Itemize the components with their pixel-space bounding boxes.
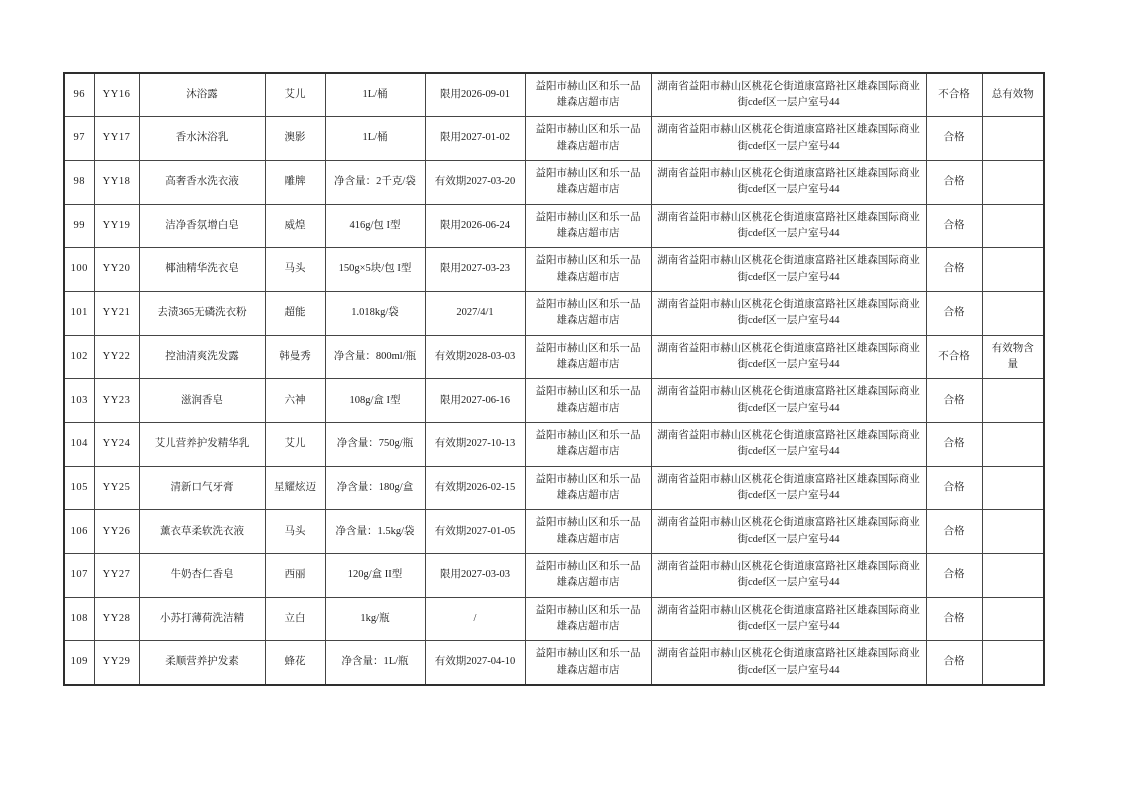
- cell-address: 湖南省益阳市赫山区桃花仑街道康富路社区雄森国际商业街cdef区一层户室号44: [651, 554, 926, 598]
- cell-product-name: 薰衣草柔软洗衣液: [139, 510, 265, 554]
- cell-product-name: 洁净香氛增白皂: [139, 204, 265, 248]
- inspection-table-body: [64, 73, 1044, 685]
- cell-product-name: 香水沐浴乳: [139, 117, 265, 161]
- cell-product-name: 艾儿营养护发精华乳: [139, 423, 265, 467]
- cell-date: 限用2027-01-02: [425, 117, 525, 161]
- table-row: [64, 641, 1044, 685]
- cell-result: 合格: [926, 291, 982, 335]
- table-row: [64, 379, 1044, 423]
- cell-address: 湖南省益阳市赫山区桃花仑街道康富路社区雄森国际商业街cdef区一层户室号44: [651, 379, 926, 423]
- cell-date: 2027/4/1: [425, 291, 525, 335]
- cell-date: 有效期2027-04-10: [425, 641, 525, 685]
- cell-result: 合格: [926, 248, 982, 292]
- cell-result: 合格: [926, 379, 982, 423]
- table-row: [64, 117, 1044, 161]
- cell-address: 湖南省益阳市赫山区桃花仑街道康富路社区雄森国际商业街cdef区一层户室号44: [651, 597, 926, 641]
- cell-remark: [982, 597, 1044, 641]
- cell-row-number: 100: [64, 248, 94, 292]
- cell-specification: 净含量：180g/盒: [325, 466, 425, 510]
- table-row: [64, 510, 1044, 554]
- cell-address: 湖南省益阳市赫山区桃花仑街道康富路社区雄森国际商业街cdef区一层户室号44: [651, 423, 926, 467]
- cell-date: 有效期2027-10-13: [425, 423, 525, 467]
- table-row: [64, 335, 1044, 379]
- cell-row-number: 109: [64, 641, 94, 685]
- cell-specification: 1L/桶: [325, 73, 425, 117]
- table-row: [64, 423, 1044, 467]
- cell-result: 合格: [926, 204, 982, 248]
- cell-address: 湖南省益阳市赫山区桃花仑街道康富路社区雄森国际商业街cdef区一层户室号44: [651, 291, 926, 335]
- cell-specification: 净含量：800ml/瓶: [325, 335, 425, 379]
- cell-result: 不合格: [926, 335, 982, 379]
- cell-product-name: 牛奶杏仁香皂: [139, 554, 265, 598]
- cell-specification: 净含量：2千克/袋: [325, 160, 425, 204]
- cell-store-name: 益阳市赫山区和乐一品雄森店超市店: [525, 379, 651, 423]
- inspection-table: [63, 72, 1045, 686]
- cell-row-number: 101: [64, 291, 94, 335]
- cell-store-name: 益阳市赫山区和乐一品雄森店超市店: [525, 641, 651, 685]
- cell-sample-code: YY22: [94, 335, 139, 379]
- cell-remark: [982, 291, 1044, 335]
- cell-product-name: 清新口气牙膏: [139, 466, 265, 510]
- cell-row-number: 103: [64, 379, 94, 423]
- cell-date: 有效期2027-03-20: [425, 160, 525, 204]
- cell-sample-code: YY28: [94, 597, 139, 641]
- cell-date: 限用2026-06-24: [425, 204, 525, 248]
- cell-specification: 净含量：750g/瓶: [325, 423, 425, 467]
- cell-sample-code: YY29: [94, 641, 139, 685]
- cell-sample-code: YY18: [94, 160, 139, 204]
- cell-store-name: 益阳市赫山区和乐一品雄森店超市店: [525, 204, 651, 248]
- cell-product-name: 柔顺营养护发素: [139, 641, 265, 685]
- cell-brand: 西丽: [265, 554, 325, 598]
- cell-remark: [982, 160, 1044, 204]
- cell-result: 合格: [926, 597, 982, 641]
- cell-remark: [982, 641, 1044, 685]
- cell-brand: 澳影: [265, 117, 325, 161]
- cell-sample-code: YY23: [94, 379, 139, 423]
- cell-store-name: 益阳市赫山区和乐一品雄森店超市店: [525, 291, 651, 335]
- cell-store-name: 益阳市赫山区和乐一品雄森店超市店: [525, 466, 651, 510]
- cell-brand: 蜂花: [265, 641, 325, 685]
- cell-specification: 108g/盒 I型: [325, 379, 425, 423]
- cell-remark: [982, 554, 1044, 598]
- cell-result: 合格: [926, 117, 982, 161]
- cell-product-name: 椰油精华洗衣皂: [139, 248, 265, 292]
- cell-row-number: 108: [64, 597, 94, 641]
- cell-remark: [982, 117, 1044, 161]
- table-row: [64, 466, 1044, 510]
- cell-remark: [982, 204, 1044, 248]
- cell-product-name: 高奢香水洗衣液: [139, 160, 265, 204]
- cell-brand: 艾儿: [265, 73, 325, 117]
- cell-remark: 有效物含量: [982, 335, 1044, 379]
- cell-sample-code: YY24: [94, 423, 139, 467]
- cell-sample-code: YY20: [94, 248, 139, 292]
- cell-specification: 150g×5块/包 I型: [325, 248, 425, 292]
- cell-sample-code: YY17: [94, 117, 139, 161]
- cell-brand: 威煌: [265, 204, 325, 248]
- cell-result: 合格: [926, 160, 982, 204]
- cell-row-number: 97: [64, 117, 94, 161]
- cell-date: 限用2027-06-16: [425, 379, 525, 423]
- cell-specification: 1.018kg/袋: [325, 291, 425, 335]
- cell-sample-code: YY19: [94, 204, 139, 248]
- cell-brand: 韩曼秀: [265, 335, 325, 379]
- cell-store-name: 益阳市赫山区和乐一品雄森店超市店: [525, 597, 651, 641]
- cell-product-name: 滋润香皂: [139, 379, 265, 423]
- cell-remark: [982, 510, 1044, 554]
- cell-address: 湖南省益阳市赫山区桃花仑街道康富路社区雄森国际商业街cdef区一层户室号44: [651, 510, 926, 554]
- cell-result: 合格: [926, 423, 982, 467]
- cell-brand: 六神: [265, 379, 325, 423]
- table-row: [64, 291, 1044, 335]
- cell-specification: 1L/桶: [325, 117, 425, 161]
- cell-address: 湖南省益阳市赫山区桃花仑街道康富路社区雄森国际商业街cdef区一层户室号44: [651, 160, 926, 204]
- cell-remark: [982, 379, 1044, 423]
- cell-address: 湖南省益阳市赫山区桃花仑街道康富路社区雄森国际商业街cdef区一层户室号44: [651, 73, 926, 117]
- cell-result: 合格: [926, 466, 982, 510]
- cell-specification: 120g/盒 II型: [325, 554, 425, 598]
- cell-date: 限用2027-03-03: [425, 554, 525, 598]
- cell-remark: [982, 423, 1044, 467]
- cell-product-name: 去渍365无磷洗衣粉: [139, 291, 265, 335]
- cell-remark: 总有效物: [982, 73, 1044, 117]
- table-row: [64, 204, 1044, 248]
- cell-specification: 净含量：1.5kg/袋: [325, 510, 425, 554]
- cell-row-number: 99: [64, 204, 94, 248]
- cell-address: 湖南省益阳市赫山区桃花仑街道康富路社区雄森国际商业街cdef区一层户室号44: [651, 466, 926, 510]
- cell-result: 合格: [926, 510, 982, 554]
- table-row: [64, 554, 1044, 598]
- cell-result: 不合格: [926, 73, 982, 117]
- cell-row-number: 106: [64, 510, 94, 554]
- cell-address: 湖南省益阳市赫山区桃花仑街道康富路社区雄森国际商业街cdef区一层户室号44: [651, 248, 926, 292]
- cell-brand: 马头: [265, 510, 325, 554]
- cell-specification: 净含量：1L/瓶: [325, 641, 425, 685]
- cell-sample-code: YY21: [94, 291, 139, 335]
- cell-row-number: 105: [64, 466, 94, 510]
- cell-address: 湖南省益阳市赫山区桃花仑街道康富路社区雄森国际商业街cdef区一层户室号44: [651, 204, 926, 248]
- cell-address: 湖南省益阳市赫山区桃花仑街道康富路社区雄森国际商业街cdef区一层户室号44: [651, 335, 926, 379]
- cell-row-number: 104: [64, 423, 94, 467]
- cell-remark: [982, 248, 1044, 292]
- cell-specification: 416g/包 I型: [325, 204, 425, 248]
- cell-date: 限用2026-09-01: [425, 73, 525, 117]
- cell-brand: 星耀炫迈: [265, 466, 325, 510]
- cell-product-name: 小苏打薄荷洗洁精: [139, 597, 265, 641]
- cell-row-number: 102: [64, 335, 94, 379]
- cell-date: 有效期2028-03-03: [425, 335, 525, 379]
- table-row: [64, 160, 1044, 204]
- cell-row-number: 98: [64, 160, 94, 204]
- cell-product-name: 控油清爽洗发露: [139, 335, 265, 379]
- cell-sample-code: YY25: [94, 466, 139, 510]
- cell-store-name: 益阳市赫山区和乐一品雄森店超市店: [525, 73, 651, 117]
- cell-date: 有效期2026-02-15: [425, 466, 525, 510]
- cell-result: 合格: [926, 554, 982, 598]
- cell-store-name: 益阳市赫山区和乐一品雄森店超市店: [525, 160, 651, 204]
- cell-address: 湖南省益阳市赫山区桃花仑街道康富路社区雄森国际商业街cdef区一层户室号44: [651, 117, 926, 161]
- cell-store-name: 益阳市赫山区和乐一品雄森店超市店: [525, 248, 651, 292]
- table-row: [64, 597, 1044, 641]
- cell-store-name: 益阳市赫山区和乐一品雄森店超市店: [525, 510, 651, 554]
- cell-store-name: 益阳市赫山区和乐一品雄森店超市店: [525, 117, 651, 161]
- cell-brand: 雕牌: [265, 160, 325, 204]
- cell-address: 湖南省益阳市赫山区桃花仑街道康富路社区雄森国际商业街cdef区一层户室号44: [651, 641, 926, 685]
- cell-brand: 艾儿: [265, 423, 325, 467]
- cell-specification: 1kg/瓶: [325, 597, 425, 641]
- cell-brand: 立白: [265, 597, 325, 641]
- cell-result: 合格: [926, 641, 982, 685]
- cell-store-name: 益阳市赫山区和乐一品雄森店超市店: [525, 335, 651, 379]
- cell-brand: 马头: [265, 248, 325, 292]
- cell-date: 有效期2027-01-05: [425, 510, 525, 554]
- cell-row-number: 107: [64, 554, 94, 598]
- cell-row-number: 96: [64, 73, 94, 117]
- cell-sample-code: YY26: [94, 510, 139, 554]
- cell-store-name: 益阳市赫山区和乐一品雄森店超市店: [525, 423, 651, 467]
- cell-product-name: 沐浴露: [139, 73, 265, 117]
- table-row: [64, 73, 1044, 117]
- cell-store-name: 益阳市赫山区和乐一品雄森店超市店: [525, 554, 651, 598]
- cell-date: 限用2027-03-23: [425, 248, 525, 292]
- cell-date: /: [425, 597, 525, 641]
- cell-sample-code: YY27: [94, 554, 139, 598]
- cell-brand: 超能: [265, 291, 325, 335]
- cell-sample-code: YY16: [94, 73, 139, 117]
- table-row: [64, 248, 1044, 292]
- cell-remark: [982, 466, 1044, 510]
